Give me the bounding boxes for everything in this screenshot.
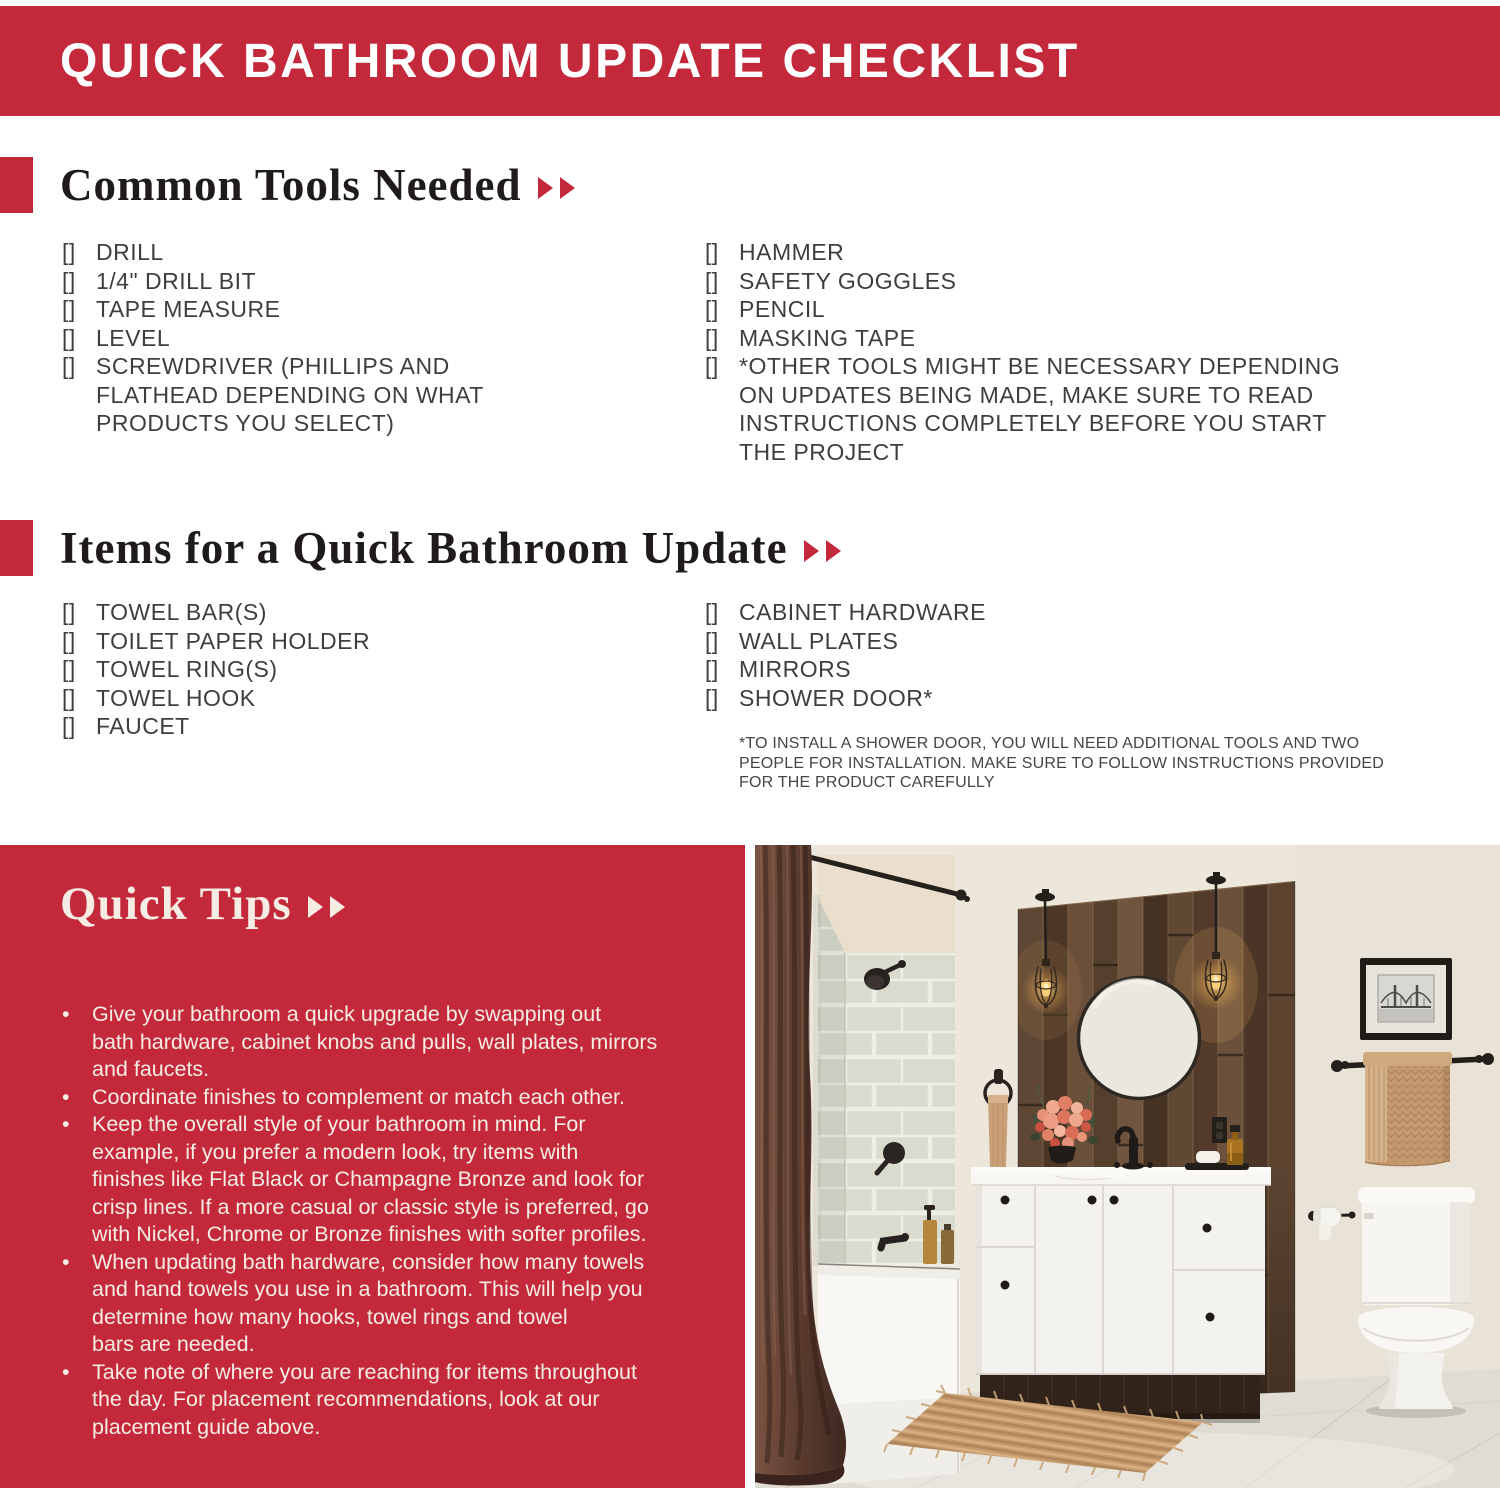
checkbox-icon: [] (705, 684, 719, 711)
checklist-item (705, 267, 1340, 296)
checklist-item-label: SHOWER DOOR* (739, 684, 933, 711)
page-title: QUICK BATHROOM UPDATE CHECKLIST (60, 34, 1080, 88)
cabinet-knob (1110, 1196, 1119, 1205)
framed-art (1360, 958, 1452, 1040)
checkbox-icon: [] (705, 296, 719, 322)
checklist-item: [] SCREWDRIVER (PHILLIPS AND FLATHEAD DEPENDING ON WHAT PRODUCTS YOU SELECT) (62, 353, 484, 436)
tip-item: • Coordinate finishes to complement or match each other. (62, 1084, 727, 1112)
checkbox-icon: [] (62, 713, 76, 739)
checkbox-icon: [] (62, 267, 76, 294)
checkbox-icon: [] (705, 324, 719, 351)
cabinet-knob (1203, 1224, 1212, 1233)
tips-list (62, 1001, 727, 1441)
checklist-item: [] *OTHER TOOLS MIGHT BE NECESSARY DEPENDING ON UPDATES BEING MADE, MAKE SURE TO READ INSTRUCTIONS COMPLETELY BEFORE YOU START THE PROJECT (705, 353, 1341, 465)
checklist-item (705, 627, 986, 656)
tips-section-title: Quick Tips (60, 878, 292, 930)
cabinet-knob (1088, 1196, 1097, 1205)
checklist-item-label: TOWEL RING(S) (96, 656, 278, 682)
checklist-item-label: WALL PLATES (739, 627, 899, 654)
checkbox-icon: [] (62, 353, 76, 379)
tip-item: • Take note of where you are reaching for items throughout the day. For placement recommendations, look at our placement guide above. (62, 1359, 727, 1442)
wall-outlet (1212, 1117, 1227, 1143)
bath-towel (1363, 1052, 1452, 1166)
tools-checklist-right (705, 238, 1340, 466)
checklist-item (62, 712, 370, 741)
checklist-item (705, 324, 1340, 353)
cabinet-knob (1001, 1281, 1010, 1290)
checklist-item-label: SAFETY GOGGLES (739, 267, 957, 294)
bullet-icon: • (62, 1359, 70, 1384)
items-section-header (0, 517, 848, 579)
round-mirror (1079, 978, 1200, 1099)
checklist-item-label: TOWEL HOOK (96, 684, 256, 711)
items-section-title: Items for a Quick Bathroom Update (60, 523, 788, 573)
checklist-item (705, 684, 986, 713)
bathroom-photo (755, 845, 1500, 1488)
checklist-item (62, 324, 484, 353)
checkbox-icon: [] (705, 267, 719, 294)
checklist-item-label: HAMMER (739, 239, 845, 265)
vanity-cabinet (976, 1185, 1265, 1375)
checklist-item (62, 267, 484, 296)
checklist-item (705, 598, 986, 627)
cabinet-knob (1206, 1313, 1215, 1322)
checklist-item-label: MASKING TAPE (739, 324, 916, 351)
items-checklist-right (705, 598, 986, 712)
checkbox-icon: [] (705, 656, 719, 682)
double-arrow-icon (538, 177, 582, 199)
checklist-item (62, 627, 370, 656)
double-arrow-icon (308, 896, 352, 918)
checklist-item (705, 238, 1340, 267)
bullet-icon: • (62, 1002, 70, 1026)
checkbox-icon: [] (705, 599, 719, 625)
checkbox-icon: [] (705, 353, 719, 379)
tools-checklist-left (62, 238, 484, 438)
checklist-item (62, 655, 370, 684)
checklist-item-label: TOWEL BAR(S) (96, 599, 267, 625)
checklist-item-label: LEVEL (96, 324, 171, 351)
checkbox-icon: [] (62, 599, 76, 625)
checkbox-icon: [] (62, 684, 76, 711)
checklist-item (62, 598, 370, 627)
tools-section-title: Common Tools Needed (60, 160, 522, 210)
tip-item: • When updating bath hardware, consider how many towels and hand towels you use in a bathroom. This will help you determine how many hooks, towel rings and towel bars are needed. (62, 1249, 727, 1359)
checkbox-icon: [] (62, 239, 76, 265)
quick-tips-panel (0, 845, 745, 1488)
checklist-item-label: TAPE MEASURE (96, 296, 281, 322)
checklist-item-label: CABINET HARDWARE (739, 599, 986, 625)
checkbox-icon: [] (705, 239, 719, 265)
checklist-item-label: *OTHER TOOLS MIGHT BE NECESSARY DEPENDING (739, 353, 1341, 379)
tip-item: • Keep the overall style of your bathroom in mind. For example, if you prefer a modern look, try items with finishes like Flat Black or Champagne Bronze and look for crisp lines. If a more casual or classic style is preferred, go with Nickel, Chrome or Bronze finishes with softer profiles. (62, 1111, 727, 1249)
items-checklist-left (62, 598, 370, 741)
checklist-item (705, 295, 1340, 324)
checklist-item-label: SCREWDRIVER (PHILLIPS AND (96, 353, 450, 379)
bullet-icon: • (62, 1112, 70, 1136)
checklist-item-label: DRILL (96, 239, 164, 265)
checklist-item-label: TOILET PAPER HOLDER (96, 627, 371, 654)
checklist-item (62, 295, 484, 324)
checkbox-icon: [] (62, 296, 76, 322)
checklist-item-label: FAUCET (96, 713, 190, 739)
checklist-item-label: PENCIL (739, 296, 826, 322)
checkbox-icon: [] (62, 627, 76, 654)
title-banner (0, 6, 1500, 116)
checklist-item (62, 238, 484, 267)
cabinet-knob (1001, 1196, 1010, 1205)
bullet-icon: • (62, 1084, 70, 1109)
tips-section-header (60, 877, 352, 931)
red-accent-square (0, 157, 33, 213)
tools-section-header (0, 154, 582, 216)
checklist-item-label: MIRRORS (739, 656, 852, 682)
checkbox-icon: [] (62, 324, 76, 351)
red-accent-square (0, 520, 33, 576)
checkbox-icon: [] (62, 656, 76, 682)
checkbox-icon: [] (705, 627, 719, 654)
checklist-item-label: 1/4" DRILL BIT (96, 267, 257, 294)
checklist-item (705, 655, 986, 684)
tip-item: • Give your bathroom a quick upgrade by swapping out bath hardware, cabinet knobs and pulls, wall plates, mirrors and faucets. (62, 1001, 727, 1084)
folded-cloth (1099, 1169, 1127, 1178)
double-arrow-icon (804, 540, 848, 562)
bullet-icon: • (62, 1249, 70, 1274)
checklist-item (62, 684, 370, 713)
shower-door-footnote: *TO INSTALL A SHOWER DOOR, YOU WILL NEED ADDITIONAL TOOLS AND TWO PEOPLE FOR INSTALLATION. MAKE SURE TO FOLLOW INSTRUCTIONS PROVIDED FOR THE PRODUCT CAREFULLY (739, 735, 1385, 791)
